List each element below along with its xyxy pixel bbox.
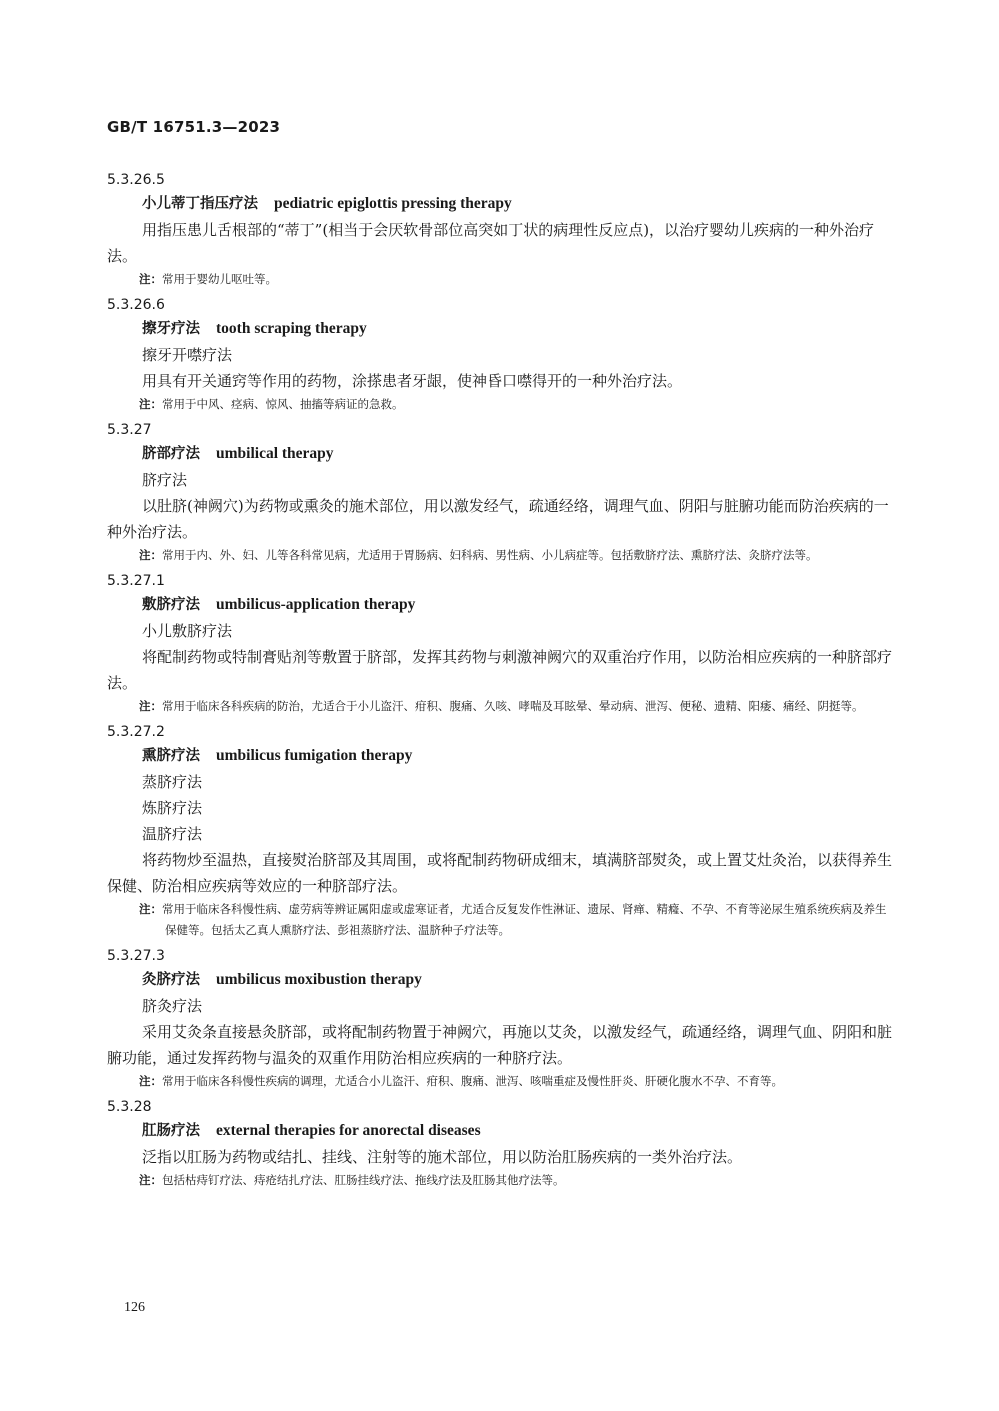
term-chinese: 小儿蒂丁指压疗法 xyxy=(142,196,258,212)
term-entry xyxy=(107,169,897,290)
term-heading xyxy=(107,743,897,769)
term-definition: 将药物炒至温热，直接熨治脐部及其周围，或将配制药物研成细末，填满脐部熨灸，或上置艾灶灸治，以获得养生保健、防治相应疾病等效应的一种脐部疗法。 xyxy=(107,851,893,895)
term-definition: 用具有开关通窍等作用的药物，涂搽患者牙龈，使神昏口噤得开的一种外治疗法。 xyxy=(142,372,683,390)
page-number: 126 xyxy=(124,1300,145,1315)
term-synonym: 脐疗法 xyxy=(142,471,188,489)
term-synonym: 炼脐疗法 xyxy=(142,799,203,817)
note-text: 常用于中风、痉病、惊风、抽搐等病证的急救。 xyxy=(162,397,404,411)
term-english: umbilicus moxibustion therapy xyxy=(216,971,422,988)
term-heading xyxy=(107,592,897,618)
note-text: 常用于临床各科慢性病、虚劳病等辨证属阳虚或虚寒证者，尤适合反复发作性淋证、遗尿、肾瘅、精癃、不孕、不育等泌尿生殖系统疾病及养生保健等。包括太乙真人熏脐疗法、彭祖蒸脐疗法、温脐种子疗法等。 xyxy=(162,902,887,937)
term-heading xyxy=(107,316,897,342)
term-note xyxy=(107,394,897,415)
term-definition: 用指压患儿舌根部的“蒂丁”(相当于会厌软骨部位高突如丁状的病理性反应点)，以治疗婴幼儿疾病的一种外治疗法。 xyxy=(107,221,875,265)
note-label: 注： xyxy=(139,397,162,411)
note-text: 常用于婴幼儿呕吐等。 xyxy=(162,272,277,286)
term-entry xyxy=(107,570,897,717)
term-heading xyxy=(107,967,897,993)
note-label: 注： xyxy=(139,902,162,916)
term-english: umbilicus-application therapy xyxy=(216,596,416,613)
term-synonym: 蒸脐疗法 xyxy=(142,773,203,791)
note-label: 注： xyxy=(139,1074,162,1088)
term-synonym: 小儿敷脐疗法 xyxy=(142,622,233,640)
note-label: 注： xyxy=(139,272,162,286)
entry-number: 5.3.26.5 xyxy=(107,172,165,188)
term-note xyxy=(107,1071,897,1092)
term-english: tooth scraping therapy xyxy=(216,320,367,337)
term-definition: 以肚脐(神阙穴)为药物或熏灸的施术部位，用以激发经气，疏通经络，调理气血、阴阳与脏腑功能而防治疾病的一种外治疗法。 xyxy=(107,497,889,541)
term-chinese: 擦牙疗法 xyxy=(142,321,200,337)
term-note xyxy=(107,696,897,717)
term-english: external therapies for anorectal diseases xyxy=(216,1122,481,1139)
entry-number: 5.3.27.3 xyxy=(107,948,165,964)
term-chinese: 熏脐疗法 xyxy=(142,748,200,764)
note-text: 常用于临床各科疾病的防治，尤适合于小儿盗汗、疳积、腹痛、久咳、哮喘及耳眩晕、晕动病、泄泻、便秘、遗精、阳痿、痛经、阴挺等。 xyxy=(162,699,864,713)
term-chinese: 敷脐疗法 xyxy=(142,597,200,613)
term-chinese: 灸脐疗法 xyxy=(142,972,200,988)
term-entry xyxy=(107,294,897,415)
note-label: 注： xyxy=(139,699,162,713)
term-definition: 将配制药物或特制膏贴剂等敷置于脐部，发挥其药物与刺激神阙穴的双重治疗作用，以防治相应疾病的一种脐部疗法。 xyxy=(107,648,893,692)
term-chinese: 脐部疗法 xyxy=(142,446,200,462)
term-note xyxy=(107,899,897,941)
standard-code-header: GB/T 16751.3—2023 xyxy=(107,118,281,136)
entry-number: 5.3.28 xyxy=(107,1099,152,1115)
term-entry xyxy=(107,1096,897,1191)
entry-number: 5.3.27.1 xyxy=(107,573,165,589)
term-chinese: 肛肠疗法 xyxy=(142,1123,200,1139)
term-heading xyxy=(107,441,897,467)
note-text: 常用于临床各科慢性疾病的调理，尤适合小儿盗汗、疳积、腹痛、泄泻、咳喘重症及慢性肝炎、肝硬化腹水不孕、不育等。 xyxy=(162,1074,783,1088)
term-synonym: 擦牙开噤疗法 xyxy=(142,346,233,364)
entry-number: 5.3.27 xyxy=(107,422,152,438)
term-note xyxy=(107,545,897,566)
term-definition: 泛指以肛肠为药物或结扎、挂线、注射等的施术部位，用以防治肛肠疾病的一类外治疗法。 xyxy=(142,1148,743,1166)
entry-number: 5.3.26.6 xyxy=(107,297,165,313)
term-heading xyxy=(107,191,897,217)
term-heading xyxy=(107,1118,897,1144)
term-note xyxy=(107,1170,897,1191)
terms-content xyxy=(107,165,897,1192)
note-text: 常用于内、外、妇、儿等各科常见病，尤适用于胃肠病、妇科病、男性病、小儿病症等。包括敷脐疗法、熏脐疗法、灸脐疗法等。 xyxy=(162,548,818,562)
term-synonym: 温脐疗法 xyxy=(142,825,203,843)
term-entry xyxy=(107,721,897,941)
term-english: umbilicus fumigation therapy xyxy=(216,747,413,764)
entry-number: 5.3.27.2 xyxy=(107,724,165,740)
term-note xyxy=(107,269,897,290)
term-english: umbilical therapy xyxy=(216,445,334,462)
term-definition: 采用艾灸条直接悬灸脐部，或将配制药物置于神阙穴，再施以艾灸，以激发经气，疏通经络，调理气血、阴阳和脏腑功能，通过发挥药物与温灸的双重作用防治相应疾病的一种脐疗法。 xyxy=(107,1023,893,1067)
note-text: 包括枯痔钉疗法、痔疮结扎疗法、肛肠挂线疗法、拖线疗法及肛肠其他疗法等。 xyxy=(162,1173,565,1187)
term-entry xyxy=(107,945,897,1092)
note-label: 注： xyxy=(139,548,162,562)
term-english: pediatric epiglottis pressing therapy xyxy=(274,195,512,212)
note-label: 注： xyxy=(139,1173,162,1187)
term-entry xyxy=(107,419,897,566)
term-synonym: 脐灸疗法 xyxy=(142,997,203,1015)
